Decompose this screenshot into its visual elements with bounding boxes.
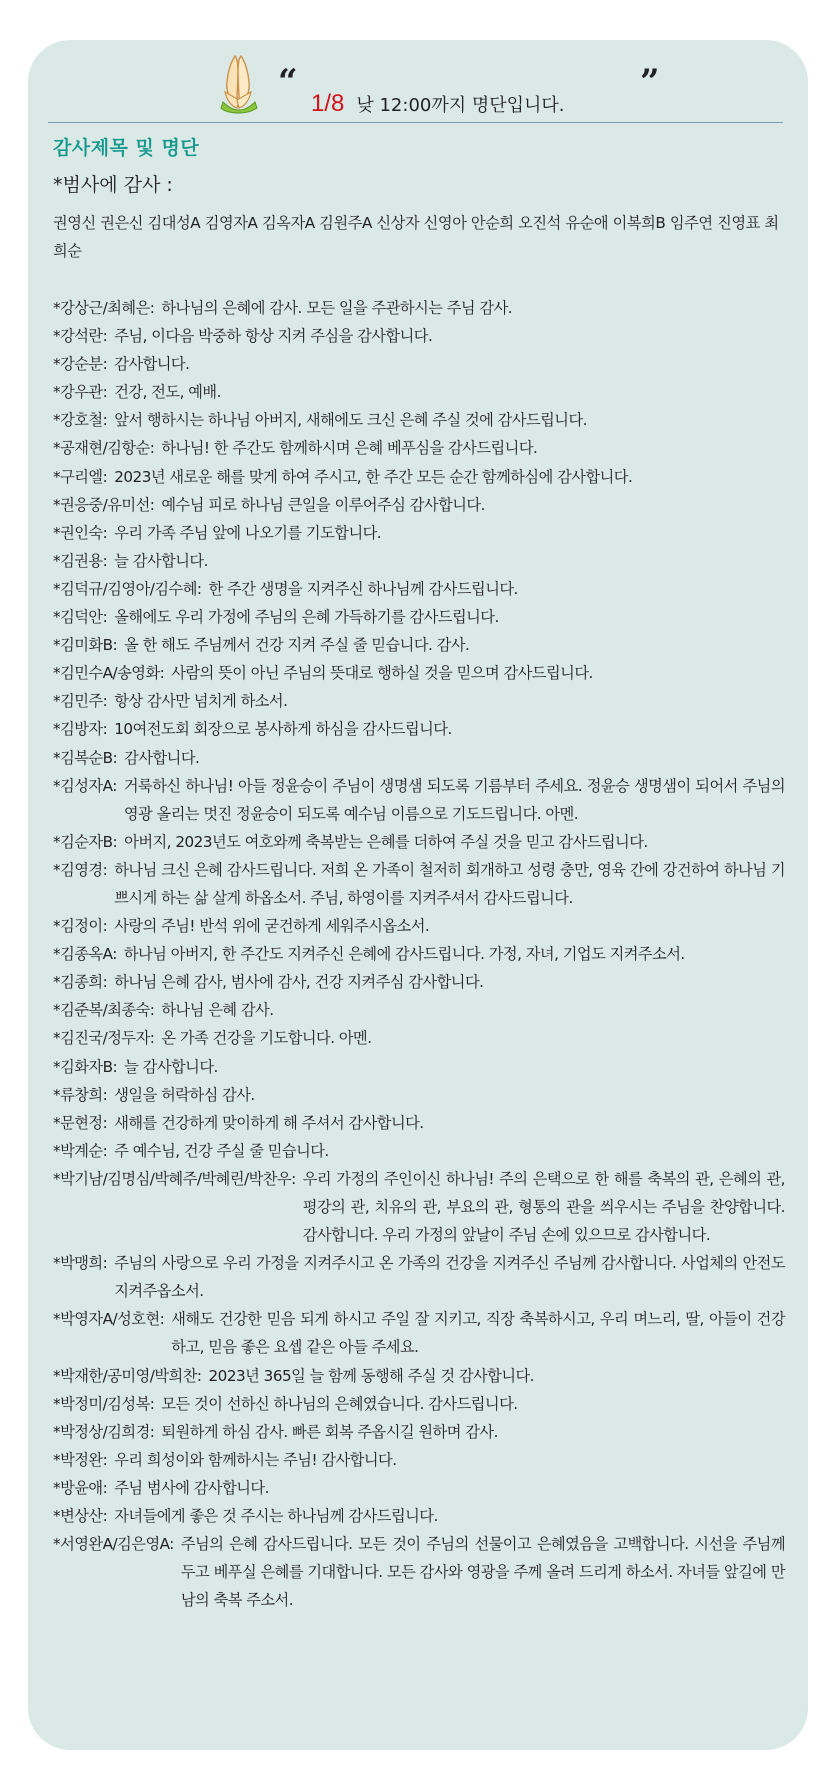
header-divider (48, 122, 783, 123)
entry-name: * 박정상/김희경: (53, 1418, 154, 1446)
entry-name: * 구리엘: (53, 463, 107, 491)
entry-name: * 김정이: (53, 912, 107, 940)
prayer-entry (53, 322, 785, 350)
entry-name: * 김덕규/김영아/김수혜: (53, 575, 202, 603)
entry-text: 하나님 은혜 감사. (161, 1001, 274, 1020)
entry-text: 생일을 허락하심 감사. (114, 1085, 255, 1104)
praying-hands-icon (211, 52, 267, 114)
prayer-entry (53, 1305, 785, 1361)
entry-name: * 공재현/김항순: (53, 434, 154, 462)
entry-name: * 김민수A/송영화: (53, 659, 164, 687)
entry-name: * 강우관: (53, 378, 107, 406)
entry-text: 올해에도 우리 가정에 주님의 은혜 가득하기를 감사드립니다. (114, 608, 499, 627)
entry-name: * 박정미/김성복: (53, 1390, 154, 1418)
entry-text: 감사합니다. (124, 748, 200, 767)
entry-text: 자녀들에게 좋은 것 주시는 하나님께 감사드립니다. (114, 1507, 438, 1526)
prayer-entry (53, 1053, 785, 1081)
prayer-entry (53, 1390, 785, 1418)
prayer-entries (53, 294, 785, 1614)
entry-name: * 김미화B: (53, 631, 117, 659)
prayer-entry (53, 912, 785, 940)
entry-text: 한 주간 생명을 지켜주신 하나님께 감사드립니다. (208, 579, 518, 598)
entry-name: * 김종옥A: (53, 940, 117, 968)
header-date: 1/8 (311, 90, 345, 117)
card-header (28, 40, 808, 126)
entry-text: 늘 감사합니다. (124, 1057, 218, 1076)
prayer-entry (53, 1446, 785, 1474)
prayer-entry (53, 1474, 785, 1502)
prayer-entry (53, 772, 785, 828)
prayer-entry (53, 603, 785, 631)
entry-text: 새해를 건강하게 맞이하게 해 주셔서 감사합니다. (114, 1113, 424, 1132)
entry-text: 아버지, 2023년도 여호와께 축복받는 은혜를 더하여 주실 것을 믿고 감사드립니다. (124, 832, 648, 851)
prayer-entry (53, 968, 785, 996)
entry-name: * 김복순B: (53, 744, 117, 772)
entry-text: 앞서 행하시는 하나님 아버지, 새해에도 크신 은혜 주실 것에 감사드립니다. (114, 411, 587, 430)
entry-text: 2023년 새로운 해를 맞게 하여 주시고, 한 주간 모든 순간 함께하심에 감사합니다. (114, 467, 633, 486)
prayer-entry (53, 491, 785, 519)
entry-name: * 김방자: (53, 715, 107, 743)
prayer-entry (53, 1362, 785, 1390)
prayer-entry (53, 378, 785, 406)
entry-text: 우리 가족 주님 앞에 나오기를 기도합니다. (114, 523, 382, 542)
entry-text: 우리 희성이와 함께하시는 주님! 감사합니다. (114, 1450, 397, 1469)
entry-text: 퇴원하게 하심 감사. 빠른 회복 주옵시길 원하며 감사. (161, 1422, 498, 1441)
prayer-entry (53, 406, 785, 434)
entry-name: * 강호철: (53, 406, 107, 434)
entry-name: * 박영자A/성호현: (53, 1305, 164, 1333)
entry-name: * 김권용: (53, 547, 107, 575)
prayer-entry (53, 1165, 785, 1249)
entry-name: * 김준복/최종숙: (53, 996, 154, 1024)
prayer-entry (53, 575, 785, 603)
prayer-entry (53, 1502, 785, 1530)
entry-text: 하나님 크신 은혜 감사드립니다. 저희 온 가족이 철저히 회개하고 성령 충만, 영육 간에 강건하여 하나님 기쁘시게 하는 삶 살게 하옵소서. 주님, 하영이를 지켜주셔서 감사드립니다. (114, 860, 785, 907)
entry-name: * 김종희: (53, 968, 107, 996)
entry-text: 2023년 365일 늘 함께 동행해 주실 것 감사합니다. (208, 1366, 534, 1385)
prayer-entry (53, 350, 785, 378)
entry-text: 하나님의 은혜에 감사. 모든 일을 주관하시는 주님 감사. (161, 299, 513, 317)
entry-name: * 박정완: (53, 1446, 107, 1474)
entry-text: 건강, 전도, 예배. (114, 383, 221, 402)
deadline-line (311, 90, 565, 118)
entry-name: * 변상산: (53, 1502, 107, 1530)
prayer-entry (53, 744, 785, 772)
prayer-entry (53, 1024, 785, 1052)
entry-name: * 김진국/정두자: (53, 1024, 154, 1052)
prayer-entry (53, 1109, 785, 1137)
prayer-entry (53, 996, 785, 1024)
entry-text: 늘 감사합니다. (114, 551, 208, 570)
section-title: 감사제목 및 명단 (53, 137, 200, 159)
entry-name: * 김성자A: (53, 772, 117, 800)
sub-title: *범사에 감사 : (53, 174, 173, 196)
entry-text: 항상 감사만 넘치게 하소서. (114, 692, 288, 711)
entry-name: * 박계순: (53, 1137, 107, 1165)
entry-text: 하나님! 한 주간도 함께하시며 은혜 베푸심을 감사드립니다. (161, 439, 538, 458)
prayer-entry (53, 434, 785, 462)
prayer-entry (53, 519, 785, 547)
entry-text: 사랑의 주님! 반석 위에 굳건하게 세워주시옵소서. (114, 917, 430, 936)
entry-text: 주님의 은혜 감사드립니다. 모든 것이 주님의 선물이고 은혜였음을 고백합니다. 시선을 주님께 두고 베푸실 은혜를 기대합니다. 모든 감사와 영광을 주께 올려 드리게 하소서. 자녀들 앞길에 만남의 축복 주소서. (180, 1535, 785, 1610)
entry-name: * 박맹희: (53, 1249, 107, 1277)
entry-text: 사람의 뜻이 아닌 주님의 뜻대로 행하실 것을 믿으며 감사드립니다. (171, 664, 593, 683)
entry-text: 감사합니다. (114, 355, 190, 374)
entry-name: * 류창희: (53, 1081, 107, 1109)
prayer-entry (53, 828, 785, 856)
entry-name: * 강상근/최혜은: (53, 294, 154, 322)
prayer-entry (53, 294, 785, 322)
prayer-entry (53, 1418, 785, 1446)
entry-text: 10여전도회 회장으로 봉사하게 하심을 감사드립니다. (114, 720, 452, 739)
header-text: 낮 12:00까지 명단입니다. (356, 95, 565, 116)
entry-name: * 문현정: (53, 1109, 107, 1137)
entry-name: * 권응중/유미선: (53, 491, 154, 519)
prayer-entry (53, 547, 785, 575)
entry-name: * 권인숙: (53, 519, 107, 547)
thanks-name-list: 권영신 권은신 김대성A 김영자A 김옥자A 김원주A 신상자 신영아 안순희 오진석 유순애 이복희B 임주연 진영표 최희순 (53, 214, 779, 260)
entry-text: 새해도 건강한 믿음 되게 하시고 주일 잘 지키고, 직장 축복하시고, 우리 며느리, 딸, 아들이 건강하고, 믿음 좋은 요셉 같은 아들 주세요. (171, 1310, 785, 1357)
entry-text: 온 가족 건강을 기도합니다. 아멘. (161, 1029, 372, 1048)
prayer-entry (53, 1081, 785, 1109)
entry-text: 주 예수님, 건강 주실 줄 믿습니다. (114, 1141, 329, 1160)
entry-name: * 김민주: (53, 687, 107, 715)
prayer-entry (53, 940, 785, 968)
entry-name: * 박기남/김명심/박혜주/박혜린/박찬우: (53, 1165, 296, 1193)
entry-text: 거룩하신 하나님! 아들 정윤승이 주님이 생명샘 되도록 기름부터 주세요. 정윤승 생명샘이 되어서 주님의 영광 올리는 멋진 정윤승이 되도록 예수님 이름으로 기도드립니다. 아멘. (123, 776, 785, 823)
prayer-entry (53, 1249, 785, 1305)
entry-name: * 김영경: (53, 856, 107, 884)
prayer-entry (53, 1530, 785, 1614)
entry-name: * 강석란: (53, 322, 107, 350)
entry-text: 모든 것이 선하신 하나님의 은혜였습니다. 감사드립니다. (161, 1394, 518, 1413)
entry-text: 하나님 아버지, 한 주간도 지켜주신 은혜에 감사드립니다. 가정, 자녀, 기업도 지켜주소서. (123, 945, 685, 964)
entry-name: * 김순자B: (53, 828, 117, 856)
prayer-entry (53, 687, 785, 715)
entry-name: * 서영완A/김은영A: (53, 1530, 174, 1558)
entry-text: 올 한 해도 주님께서 건강 지켜 주실 줄 믿습니다. 감사. (124, 636, 470, 655)
prayer-entry (53, 463, 785, 491)
close-quote: ” (640, 62, 660, 102)
entry-name: * 김덕안: (53, 603, 107, 631)
entry-name: * 박재한/공미영/박희찬: (53, 1362, 202, 1390)
prayer-entry (53, 631, 785, 659)
entry-name: * 강순분: (53, 350, 107, 378)
prayer-entry (53, 715, 785, 743)
entry-text: 우리 가정의 주인이신 하나님! 주의 은택으로 한 해를 축복의 관, 은혜의 관, 평강의 관, 치유의 관, 부요의 관, 형통의 관을 씌우시는 주님을 찬양합니다. 감사합니다. 우리 가정의 앞날이 주님 손에 있으므로 감사합니다. (302, 1169, 785, 1245)
entry-name: * 방윤애: (53, 1474, 107, 1502)
entry-text: 하나님 은혜 감사, 범사에 감사, 건강 지켜주심 감사합니다. (114, 973, 484, 992)
prayer-entry (53, 856, 785, 912)
entry-name: * 김화자B: (53, 1053, 117, 1081)
entry-text: 예수님 피로 하나님 큰일을 이루어주심 감사합니다. (161, 495, 485, 514)
entry-text: 주님의 사랑으로 우리 가정을 지켜주시고 온 가족의 건강을 지켜주신 주님께 감사합니다. 사업체의 안전도 지켜주옵소서. (114, 1254, 785, 1301)
prayer-entry (53, 659, 785, 687)
open-quote: “ (278, 62, 298, 102)
entry-text: 주님, 이다음 박중하 항상 지켜 주심을 감사합니다. (114, 327, 433, 346)
entry-text: 주님 범사에 감사합니다. (114, 1478, 269, 1497)
prayer-entry (53, 1137, 785, 1165)
